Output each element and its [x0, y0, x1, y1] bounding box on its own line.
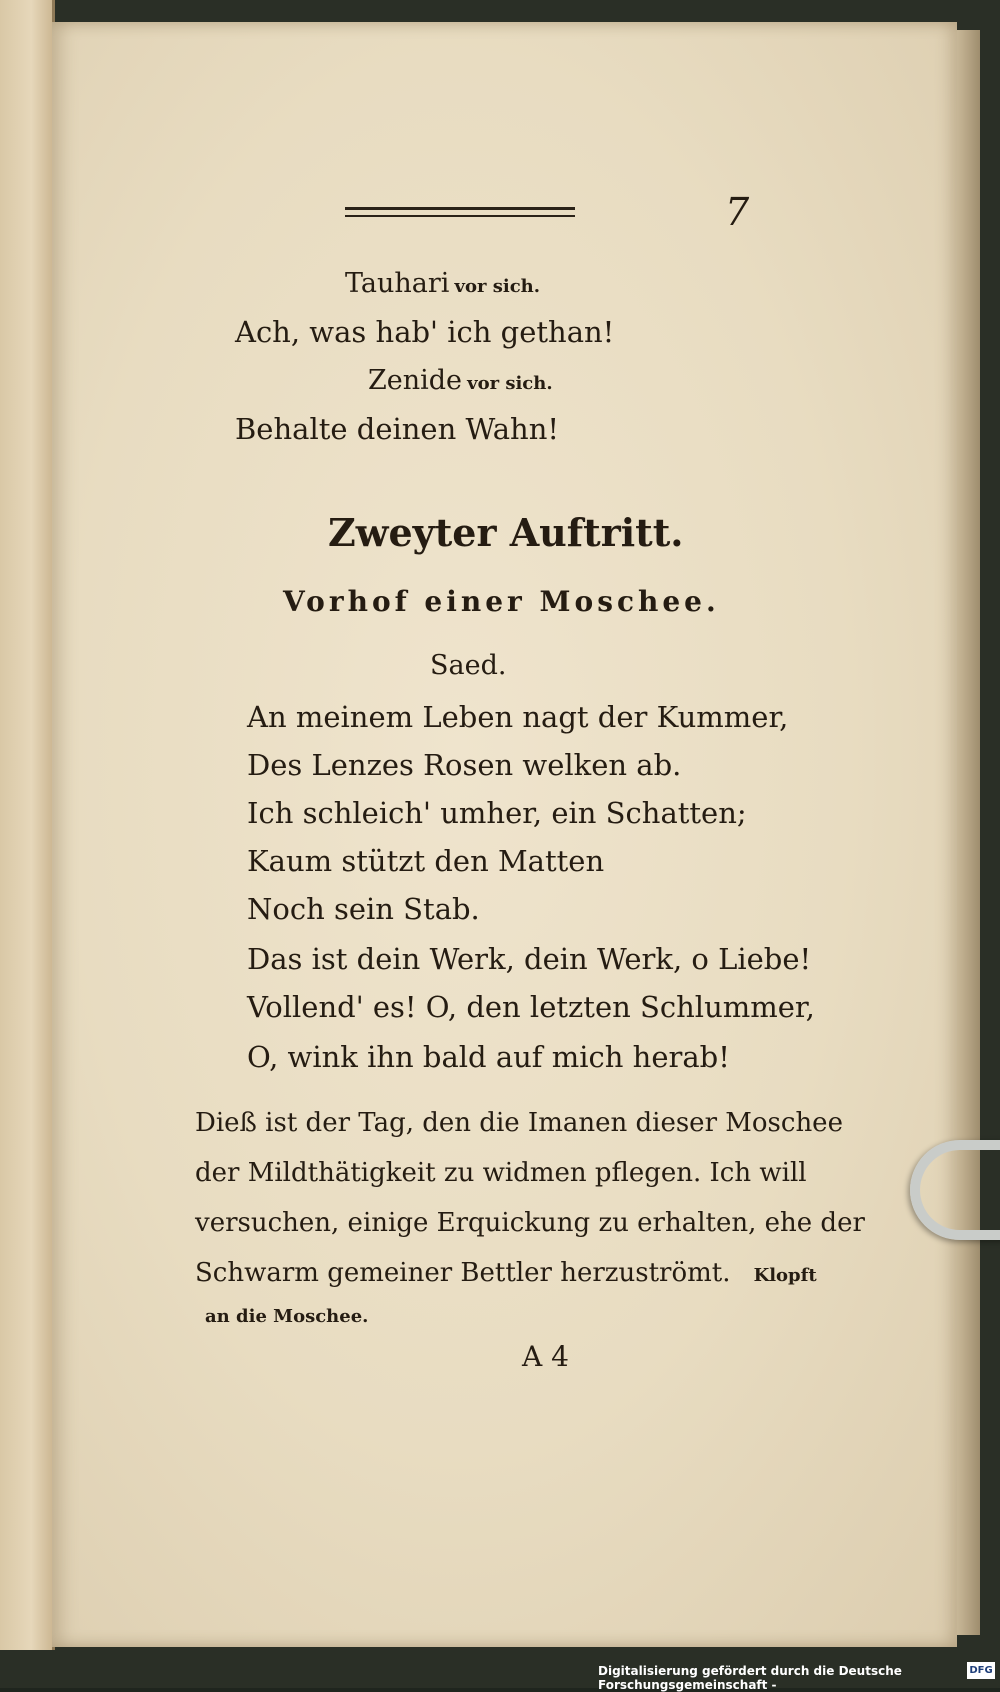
verse-line: Noch sein Stab.	[247, 892, 480, 926]
page-number: 7	[725, 190, 750, 234]
speaker-line	[368, 365, 553, 396]
stage-direction: Klopft	[753, 1265, 817, 1286]
verse-line: Des Lenzes Rosen welken ab.	[247, 748, 682, 782]
verse-line: Ach, was hab' ich gethan!	[235, 315, 615, 349]
speaker-name: Zenide	[368, 365, 463, 396]
scene-setting: Vorhof einer Moschee.	[283, 585, 720, 618]
verse-line: Behalte deinen Wahn!	[235, 412, 560, 446]
verse-line: An meinem Leben nagt der Kummer,	[247, 700, 789, 734]
book-page	[52, 22, 957, 1647]
page-clip	[910, 1140, 1000, 1240]
verse-line: Vollend' es! O, den letzten Schlummer,	[247, 990, 815, 1024]
signature-mark: A 4	[522, 1340, 569, 1373]
prose-line	[195, 1258, 817, 1288]
prose-line: Dieß ist der Tag, den die Imanen dieser Moschee	[195, 1108, 843, 1138]
verse-line: Das ist dein Werk, dein Werk, o Liebe!	[247, 942, 812, 976]
speaker-line	[345, 268, 540, 299]
prose-line: versuchen, einige Erquickung zu erhalten, ehe der	[195, 1208, 865, 1238]
facing-page-edge	[0, 0, 55, 1650]
speaker-name: Saed.	[430, 650, 507, 681]
scene-heading: Zweyter Auftritt.	[328, 510, 684, 555]
stage-direction: vor sich.	[454, 276, 541, 297]
stage-direction: vor sich.	[467, 373, 553, 394]
header-rule	[345, 207, 575, 217]
footer-credit: Digitalisierung gefördert durch die Deutsche Forschungsgemeinschaft -	[598, 1664, 902, 1692]
stage-direction: an die Moschee.	[205, 1306, 369, 1327]
prose-text: Schwarm gemeiner Bettler herzuströmt.	[195, 1258, 731, 1288]
verse-line: O, wink ihn bald auf mich herab!	[247, 1040, 730, 1074]
verse-line: Kaum stützt den Matten	[247, 844, 605, 878]
dfg-logo: DFG	[967, 1662, 995, 1679]
speaker-name: Tauhari	[345, 268, 450, 299]
verse-line: Ich schleich' umher, ein Schatten;	[247, 796, 747, 830]
prose-line: der Mildthätigkeit zu widmen pflegen. Ich will	[195, 1158, 807, 1188]
